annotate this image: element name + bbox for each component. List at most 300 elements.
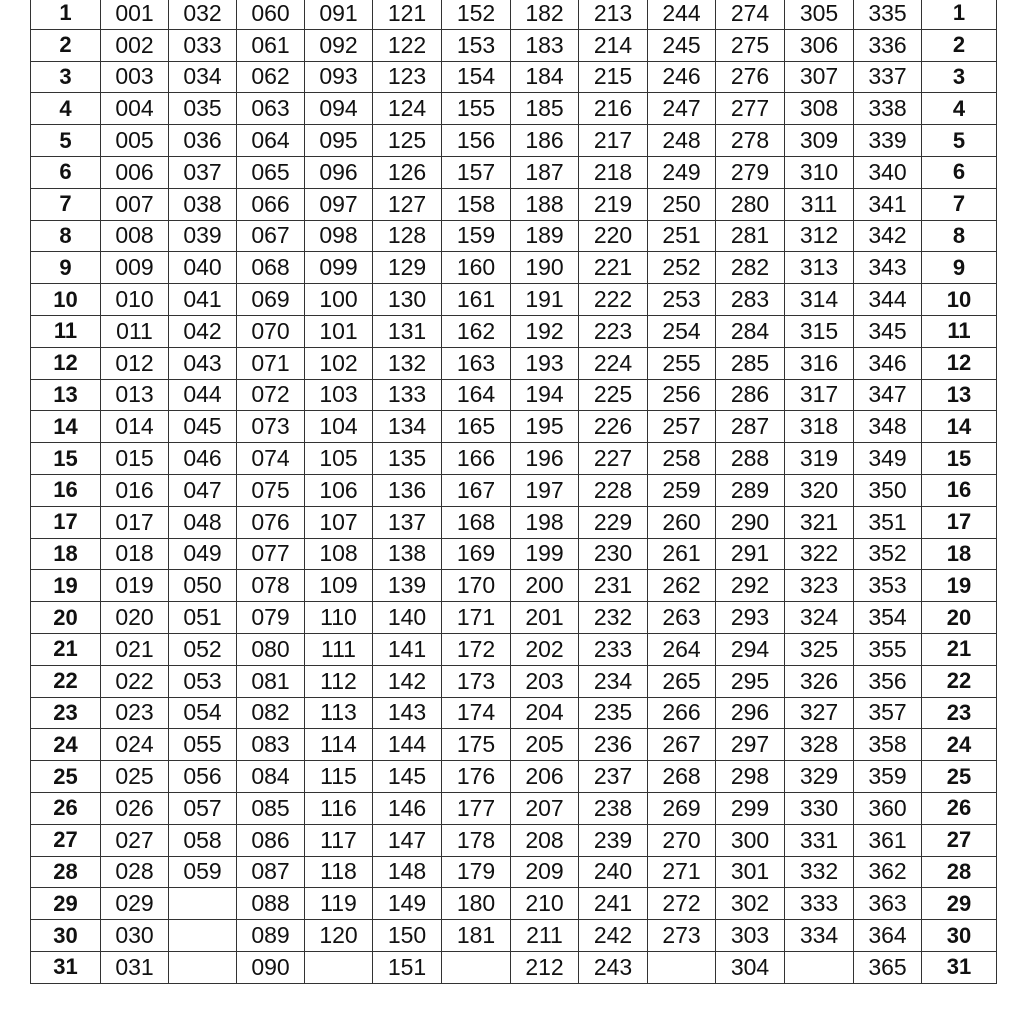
julian-day-cell: 163 xyxy=(442,347,511,379)
julian-day-cell: 264 xyxy=(648,633,716,665)
julian-day-cell: 069 xyxy=(237,284,305,316)
day-number-right: 30 xyxy=(922,920,997,952)
day-number-left: 1 xyxy=(31,0,101,29)
julian-day-cell: 256 xyxy=(648,379,716,411)
day-number-right: 8 xyxy=(922,220,997,252)
julian-day-cell: 226 xyxy=(579,411,648,443)
julian-day-cell: 175 xyxy=(442,729,511,761)
julian-day-cell: 215 xyxy=(579,61,648,93)
julian-day-cell: 179 xyxy=(442,856,511,888)
day-number-left: 5 xyxy=(31,125,101,157)
julian-day-cell: 142 xyxy=(373,665,442,697)
julian-day-cell: 297 xyxy=(716,729,785,761)
julian-day-cell: 065 xyxy=(237,156,305,188)
julian-day-cell: 307 xyxy=(785,61,854,93)
julian-day-cell: 119 xyxy=(305,888,373,920)
julian-day-cell: 016 xyxy=(101,474,169,506)
julian-day-cell: 286 xyxy=(716,379,785,411)
julian-day-cell: 289 xyxy=(716,474,785,506)
day-number-right: 9 xyxy=(922,252,997,284)
day-number-right: 26 xyxy=(922,792,997,824)
day-number-right: 29 xyxy=(922,888,997,920)
day-number-right: 25 xyxy=(922,761,997,793)
julian-day-cell: 294 xyxy=(716,633,785,665)
day-number-right: 20 xyxy=(922,602,997,634)
julian-day-cell: 299 xyxy=(716,792,785,824)
day-number-left: 11 xyxy=(31,315,101,347)
julian-day-cell: 067 xyxy=(237,220,305,252)
julian-day-cell: 234 xyxy=(579,665,648,697)
day-number-right: 14 xyxy=(922,411,997,443)
julian-day-cell: 113 xyxy=(305,697,373,729)
julian-day-cell: 059 xyxy=(169,856,237,888)
day-number-right: 18 xyxy=(922,538,997,570)
day-number-right: 21 xyxy=(922,633,997,665)
table-row xyxy=(31,792,997,824)
julian-day-cell: 219 xyxy=(579,188,648,220)
julian-day-cell: 050 xyxy=(169,570,237,602)
julian-day-cell: 135 xyxy=(373,443,442,475)
day-number-right: 17 xyxy=(922,506,997,538)
julian-day-cell: 138 xyxy=(373,538,442,570)
day-number-right: 24 xyxy=(922,729,997,761)
julian-day-cell: 281 xyxy=(716,220,785,252)
julian-day-cell: 110 xyxy=(305,602,373,634)
julian-day-cell: 062 xyxy=(237,61,305,93)
julian-day-cell: 194 xyxy=(511,379,579,411)
julian-day-cell: 002 xyxy=(101,29,169,61)
julian-day-cell: 334 xyxy=(785,920,854,952)
julian-day-cell: 131 xyxy=(373,315,442,347)
julian-day-cell: 097 xyxy=(305,188,373,220)
julian-day-cell: 032 xyxy=(169,0,237,29)
julian-day-cell: 125 xyxy=(373,125,442,157)
julian-day-cell: 205 xyxy=(511,729,579,761)
julian-day-cell: 257 xyxy=(648,411,716,443)
julian-day-cell: 166 xyxy=(442,443,511,475)
julian-day-cell: 106 xyxy=(305,474,373,506)
table-row xyxy=(31,156,997,188)
julian-day-cell: 169 xyxy=(442,538,511,570)
julian-date-table-container xyxy=(30,0,996,984)
julian-day-cell: 046 xyxy=(169,443,237,475)
julian-day-cell: 224 xyxy=(579,347,648,379)
julian-day-cell: 333 xyxy=(785,888,854,920)
julian-day-cell: 172 xyxy=(442,633,511,665)
julian-day-cell: 078 xyxy=(237,570,305,602)
julian-day-cell: 243 xyxy=(579,951,648,983)
julian-date-table xyxy=(30,0,997,984)
julian-day-cell: 359 xyxy=(854,761,922,793)
day-number-left: 18 xyxy=(31,538,101,570)
julian-day-cell: 201 xyxy=(511,602,579,634)
julian-day-cell: 159 xyxy=(442,220,511,252)
julian-day-cell: 157 xyxy=(442,156,511,188)
julian-day-cell: 298 xyxy=(716,761,785,793)
julian-day-cell: 008 xyxy=(101,220,169,252)
day-number-right: 1 xyxy=(922,0,997,29)
day-number-left: 20 xyxy=(31,602,101,634)
day-number-left: 27 xyxy=(31,824,101,856)
day-number-left: 13 xyxy=(31,379,101,411)
julian-day-cell: 136 xyxy=(373,474,442,506)
table-row xyxy=(31,602,997,634)
table-row xyxy=(31,538,997,570)
julian-day-cell: 352 xyxy=(854,538,922,570)
julian-day-cell: 247 xyxy=(648,93,716,125)
julian-day-cell: 066 xyxy=(237,188,305,220)
julian-day-cell: 025 xyxy=(101,761,169,793)
julian-day-cell: 311 xyxy=(785,188,854,220)
table-row xyxy=(31,633,997,665)
julian-day-cell: 265 xyxy=(648,665,716,697)
julian-day-cell: 267 xyxy=(648,729,716,761)
julian-day-cell: 003 xyxy=(101,61,169,93)
julian-day-cell: 105 xyxy=(305,443,373,475)
julian-day-cell: 228 xyxy=(579,474,648,506)
julian-day-cell: 167 xyxy=(442,474,511,506)
julian-day-cell: 365 xyxy=(854,951,922,983)
julian-day-cell: 332 xyxy=(785,856,854,888)
day-number-right: 12 xyxy=(922,347,997,379)
julian-day-cell: 283 xyxy=(716,284,785,316)
julian-day-cell: 350 xyxy=(854,474,922,506)
julian-day-cell: 103 xyxy=(305,379,373,411)
julian-day-cell: 241 xyxy=(579,888,648,920)
julian-day-cell: 245 xyxy=(648,29,716,61)
julian-day-cell: 158 xyxy=(442,188,511,220)
julian-day-cell: 053 xyxy=(169,665,237,697)
julian-day-cell: 111 xyxy=(305,633,373,665)
julian-day-cell: 321 xyxy=(785,506,854,538)
julian-day-cell: 041 xyxy=(169,284,237,316)
julian-day-cell: 071 xyxy=(237,347,305,379)
julian-day-cell: 115 xyxy=(305,761,373,793)
julian-day-cell: 019 xyxy=(101,570,169,602)
julian-day-cell: 313 xyxy=(785,252,854,284)
julian-day-cell: 186 xyxy=(511,125,579,157)
day-number-left: 17 xyxy=(31,506,101,538)
julian-day-cell: 150 xyxy=(373,920,442,952)
julian-day-cell: 116 xyxy=(305,792,373,824)
julian-day-cell: 155 xyxy=(442,93,511,125)
julian-day-cell: 360 xyxy=(854,792,922,824)
julian-day-cell: 206 xyxy=(511,761,579,793)
table-row xyxy=(31,920,997,952)
day-number-left: 8 xyxy=(31,220,101,252)
day-number-right: 13 xyxy=(922,379,997,411)
julian-day-cell: 024 xyxy=(101,729,169,761)
julian-day-cell: 291 xyxy=(716,538,785,570)
julian-day-cell: 098 xyxy=(305,220,373,252)
julian-day-cell: 320 xyxy=(785,474,854,506)
julian-day-cell: 076 xyxy=(237,506,305,538)
julian-day-cell: 324 xyxy=(785,602,854,634)
julian-day-cell: 279 xyxy=(716,156,785,188)
day-number-right: 11 xyxy=(922,315,997,347)
julian-day-cell: 153 xyxy=(442,29,511,61)
julian-day-cell: 057 xyxy=(169,792,237,824)
julian-day-cell: 227 xyxy=(579,443,648,475)
julian-day-cell: 030 xyxy=(101,920,169,952)
julian-day-cell: 300 xyxy=(716,824,785,856)
julian-day-cell: 344 xyxy=(854,284,922,316)
julian-day-cell: 147 xyxy=(373,824,442,856)
day-number-right: 22 xyxy=(922,665,997,697)
day-number-left: 26 xyxy=(31,792,101,824)
day-number-left: 22 xyxy=(31,665,101,697)
julian-day-cell: 174 xyxy=(442,697,511,729)
julian-day-cell: 349 xyxy=(854,443,922,475)
julian-day-cell: 137 xyxy=(373,506,442,538)
julian-day-cell: 189 xyxy=(511,220,579,252)
julian-day-cell: 346 xyxy=(854,347,922,379)
day-number-right: 6 xyxy=(922,156,997,188)
julian-day-cell: 220 xyxy=(579,220,648,252)
julian-day-cell: 109 xyxy=(305,570,373,602)
julian-day-cell: 263 xyxy=(648,602,716,634)
day-number-left: 16 xyxy=(31,474,101,506)
julian-day-cell: 361 xyxy=(854,824,922,856)
julian-day-cell: 310 xyxy=(785,156,854,188)
julian-day-cell: 086 xyxy=(237,824,305,856)
julian-day-cell: 149 xyxy=(373,888,442,920)
julian-day-cell: 052 xyxy=(169,633,237,665)
julian-day-cell: 127 xyxy=(373,188,442,220)
julian-day-cell: 168 xyxy=(442,506,511,538)
julian-day-cell: 317 xyxy=(785,379,854,411)
day-number-right: 7 xyxy=(922,188,997,220)
julian-day-cell: 040 xyxy=(169,252,237,284)
julian-day-cell: 244 xyxy=(648,0,716,29)
julian-day-cell: 200 xyxy=(511,570,579,602)
julian-day-cell: 170 xyxy=(442,570,511,602)
julian-day-cell: 107 xyxy=(305,506,373,538)
julian-day-cell: 277 xyxy=(716,93,785,125)
julian-day-cell: 081 xyxy=(237,665,305,697)
day-number-right: 5 xyxy=(922,125,997,157)
julian-day-cell: 292 xyxy=(716,570,785,602)
table-row xyxy=(31,0,997,29)
julian-day-cell: 029 xyxy=(101,888,169,920)
julian-day-cell: 204 xyxy=(511,697,579,729)
julian-day-cell: 020 xyxy=(101,602,169,634)
day-number-left: 25 xyxy=(31,761,101,793)
julian-day-cell: 139 xyxy=(373,570,442,602)
julian-day-cell: 230 xyxy=(579,538,648,570)
julian-day-cell: 173 xyxy=(442,665,511,697)
julian-day-cell: 259 xyxy=(648,474,716,506)
table-row xyxy=(31,824,997,856)
julian-day-cell: 340 xyxy=(854,156,922,188)
julian-day-cell: 187 xyxy=(511,156,579,188)
julian-day-cell: 064 xyxy=(237,125,305,157)
julian-day-cell: 035 xyxy=(169,93,237,125)
julian-day-cell: 082 xyxy=(237,697,305,729)
table-row xyxy=(31,93,997,125)
julian-day-cell: 045 xyxy=(169,411,237,443)
day-number-right: 4 xyxy=(922,93,997,125)
julian-day-cell: 026 xyxy=(101,792,169,824)
julian-day-cell: 293 xyxy=(716,602,785,634)
table-row xyxy=(31,570,997,602)
julian-day-cell: 051 xyxy=(169,602,237,634)
julian-day-cell: 273 xyxy=(648,920,716,952)
julian-day-cell: 223 xyxy=(579,315,648,347)
julian-day-cell: 347 xyxy=(854,379,922,411)
julian-day-cell: 339 xyxy=(854,125,922,157)
day-number-left: 3 xyxy=(31,61,101,93)
julian-day-cell: 231 xyxy=(579,570,648,602)
julian-day-cell: 140 xyxy=(373,602,442,634)
julian-day-cell: 238 xyxy=(579,792,648,824)
julian-day-cell: 152 xyxy=(442,0,511,29)
julian-day-cell: 216 xyxy=(579,93,648,125)
julian-day-cell: 031 xyxy=(101,951,169,983)
julian-day-cell: 021 xyxy=(101,633,169,665)
julian-day-cell: 039 xyxy=(169,220,237,252)
table-row xyxy=(31,951,997,983)
julian-day-cell: 118 xyxy=(305,856,373,888)
julian-day-cell: 246 xyxy=(648,61,716,93)
julian-day-cell: 364 xyxy=(854,920,922,952)
julian-day-cell: 319 xyxy=(785,443,854,475)
julian-day-cell: 014 xyxy=(101,411,169,443)
julian-day-cell: 093 xyxy=(305,61,373,93)
julian-day-cell xyxy=(785,951,854,983)
julian-day-cell: 314 xyxy=(785,284,854,316)
julian-day-cell: 012 xyxy=(101,347,169,379)
julian-day-cell: 171 xyxy=(442,602,511,634)
julian-day-cell: 055 xyxy=(169,729,237,761)
table-row xyxy=(31,379,997,411)
julian-day-cell: 084 xyxy=(237,761,305,793)
table-row xyxy=(31,856,997,888)
julian-day-cell: 075 xyxy=(237,474,305,506)
table-row xyxy=(31,411,997,443)
julian-day-cell: 275 xyxy=(716,29,785,61)
julian-day-cell: 237 xyxy=(579,761,648,793)
julian-day-cell: 079 xyxy=(237,602,305,634)
julian-day-cell: 304 xyxy=(716,951,785,983)
julian-day-cell: 047 xyxy=(169,474,237,506)
table-row xyxy=(31,761,997,793)
julian-day-cell: 338 xyxy=(854,93,922,125)
julian-day-cell: 101 xyxy=(305,315,373,347)
julian-day-cell: 363 xyxy=(854,888,922,920)
julian-day-cell: 058 xyxy=(169,824,237,856)
day-number-left: 4 xyxy=(31,93,101,125)
table-row xyxy=(31,125,997,157)
julian-day-cell: 284 xyxy=(716,315,785,347)
julian-day-cell: 353 xyxy=(854,570,922,602)
julian-day-cell: 254 xyxy=(648,315,716,347)
table-row xyxy=(31,697,997,729)
julian-day-cell: 133 xyxy=(373,379,442,411)
julian-day-cell: 092 xyxy=(305,29,373,61)
julian-day-cell: 178 xyxy=(442,824,511,856)
julian-day-cell: 209 xyxy=(511,856,579,888)
julian-day-cell: 262 xyxy=(648,570,716,602)
julian-day-cell: 213 xyxy=(579,0,648,29)
julian-day-cell: 070 xyxy=(237,315,305,347)
julian-day-cell: 303 xyxy=(716,920,785,952)
julian-day-cell: 048 xyxy=(169,506,237,538)
julian-day-cell: 355 xyxy=(854,633,922,665)
julian-day-cell: 108 xyxy=(305,538,373,570)
julian-day-cell: 212 xyxy=(511,951,579,983)
julian-day-cell: 124 xyxy=(373,93,442,125)
julian-day-cell: 193 xyxy=(511,347,579,379)
day-number-right: 31 xyxy=(922,951,997,983)
julian-day-cell: 132 xyxy=(373,347,442,379)
day-number-left: 21 xyxy=(31,633,101,665)
day-number-right: 15 xyxy=(922,443,997,475)
julian-day-cell: 202 xyxy=(511,633,579,665)
julian-day-cell: 285 xyxy=(716,347,785,379)
julian-day-cell: 211 xyxy=(511,920,579,952)
julian-day-cell: 282 xyxy=(716,252,785,284)
julian-day-cell: 192 xyxy=(511,315,579,347)
julian-day-cell: 315 xyxy=(785,315,854,347)
julian-day-cell: 190 xyxy=(511,252,579,284)
julian-day-cell: 177 xyxy=(442,792,511,824)
julian-day-cell: 248 xyxy=(648,125,716,157)
julian-day-cell: 221 xyxy=(579,252,648,284)
julian-day-cell: 325 xyxy=(785,633,854,665)
julian-day-cell: 112 xyxy=(305,665,373,697)
day-number-left: 31 xyxy=(31,951,101,983)
table-row xyxy=(31,506,997,538)
julian-day-cell: 250 xyxy=(648,188,716,220)
julian-day-cell: 362 xyxy=(854,856,922,888)
day-number-left: 2 xyxy=(31,29,101,61)
julian-day-cell: 001 xyxy=(101,0,169,29)
julian-day-cell: 028 xyxy=(101,856,169,888)
julian-day-cell: 004 xyxy=(101,93,169,125)
day-number-left: 7 xyxy=(31,188,101,220)
julian-day-cell: 068 xyxy=(237,252,305,284)
julian-day-cell: 242 xyxy=(579,920,648,952)
julian-day-cell xyxy=(648,951,716,983)
julian-day-cell: 006 xyxy=(101,156,169,188)
julian-day-cell: 042 xyxy=(169,315,237,347)
julian-day-cell: 146 xyxy=(373,792,442,824)
julian-day-cell: 269 xyxy=(648,792,716,824)
julian-day-cell: 145 xyxy=(373,761,442,793)
julian-day-cell: 130 xyxy=(373,284,442,316)
julian-day-cell: 341 xyxy=(854,188,922,220)
table-row xyxy=(31,188,997,220)
julian-day-cell: 306 xyxy=(785,29,854,61)
julian-day-cell: 185 xyxy=(511,93,579,125)
julian-day-cell: 156 xyxy=(442,125,511,157)
julian-day-cell: 217 xyxy=(579,125,648,157)
julian-day-cell: 015 xyxy=(101,443,169,475)
julian-day-cell: 354 xyxy=(854,602,922,634)
day-number-left: 15 xyxy=(31,443,101,475)
julian-day-cell: 328 xyxy=(785,729,854,761)
julian-day-cell: 208 xyxy=(511,824,579,856)
julian-day-cell: 308 xyxy=(785,93,854,125)
julian-day-cell: 154 xyxy=(442,61,511,93)
julian-day-cell: 357 xyxy=(854,697,922,729)
julian-day-cell: 322 xyxy=(785,538,854,570)
julian-day-cell: 126 xyxy=(373,156,442,188)
julian-day-cell: 240 xyxy=(579,856,648,888)
day-number-left: 23 xyxy=(31,697,101,729)
julian-day-cell: 266 xyxy=(648,697,716,729)
